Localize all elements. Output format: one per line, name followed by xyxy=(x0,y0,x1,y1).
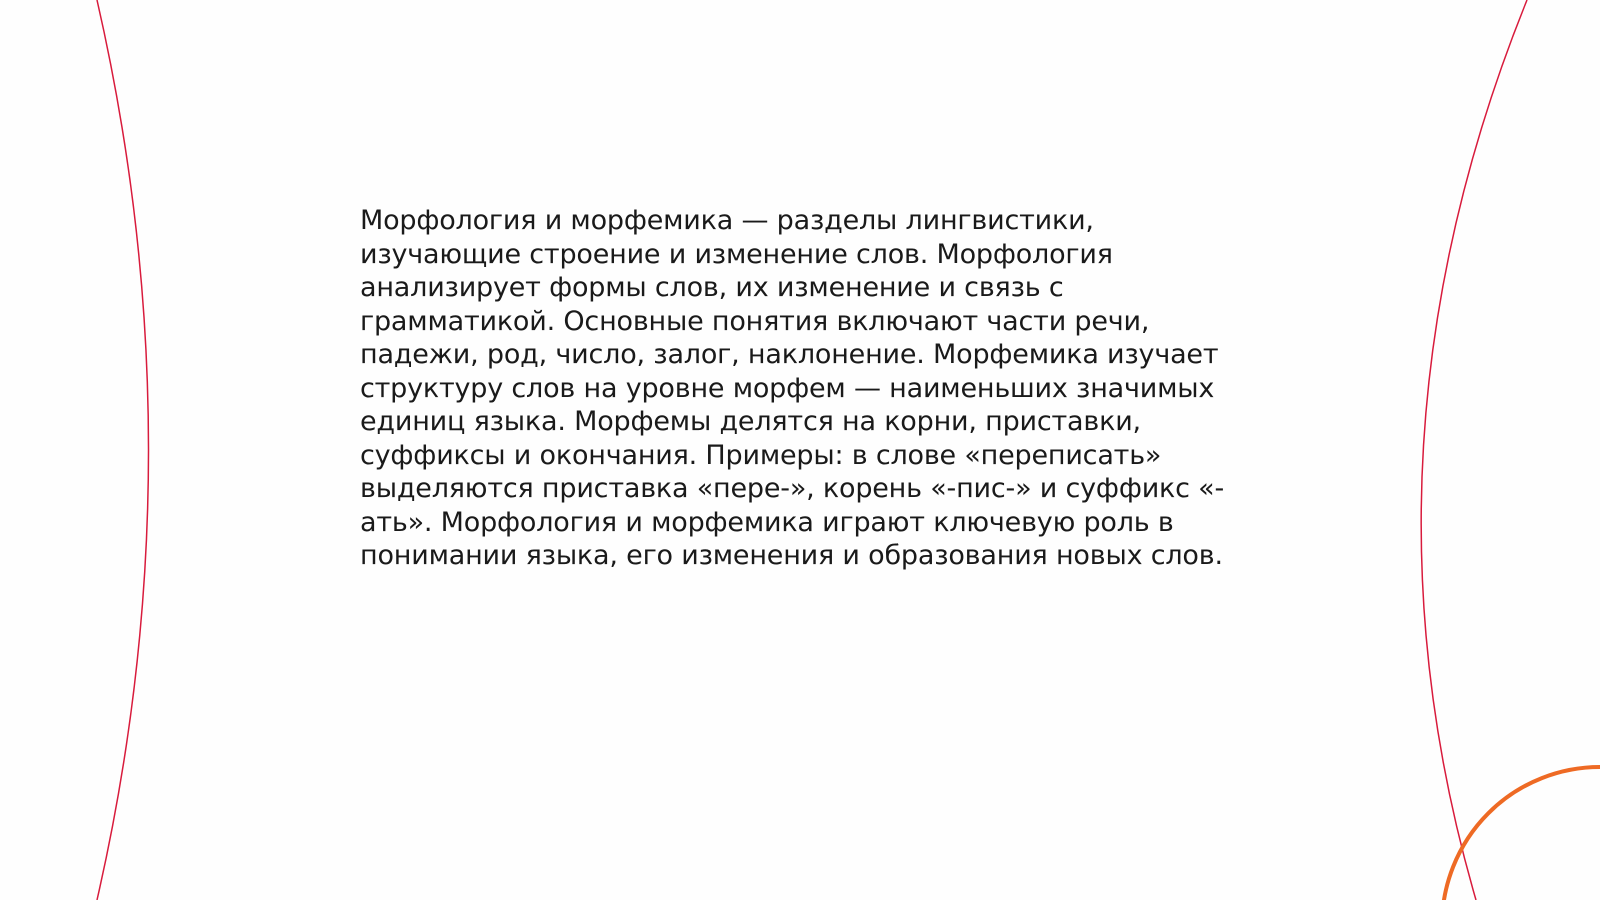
slide-body-text: Морфология и морфемика — разделы лингвистики, изучающие строение и изменение слов. Морфология анализирует формы слов, их изменение и связь с грамматикой. Основные понятия включают части речи, падежи, род, число, залог, наклонение. Морфемика изучает структуру слов на уровне морфем — наименьших значимых единиц языка. Морфемы делятся на корни, приставки, суффиксы и окончания. Примеры: в слове «переписать» выделяются приставка «пере-», корень «-пис-» и суффикс «- ать». Морфология и морфемика играют ключевую роль в понимании языка, его изменения и образования новых слов. xyxy=(360,205,1225,571)
left-curve-line xyxy=(97,0,149,900)
orange-circle-outline xyxy=(1442,767,1600,900)
right-curve-line xyxy=(1421,0,1527,900)
